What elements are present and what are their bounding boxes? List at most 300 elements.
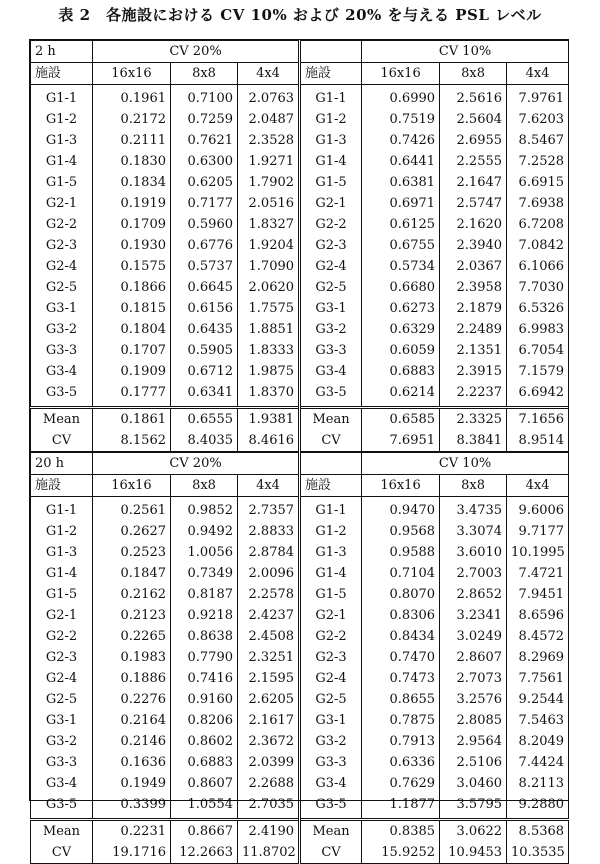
facility-name: G3-1 xyxy=(31,710,93,731)
value-cell: 2.3325 xyxy=(440,408,507,431)
value-cell: 0.6883 xyxy=(171,752,238,773)
value-cell: 0.1886 xyxy=(93,668,171,689)
value-cell: 0.8306 xyxy=(362,605,440,626)
block-header-row xyxy=(31,452,569,475)
facility-name: G3-1 xyxy=(300,710,362,731)
mean-label: Mean xyxy=(300,820,362,843)
value-cell: 0.1709 xyxy=(93,214,171,235)
value-cell: 0.8607 xyxy=(171,773,238,794)
value-cell: 0.6341 xyxy=(171,382,238,408)
value-cell: 3.0622 xyxy=(440,820,507,843)
column-header: 8x8 xyxy=(171,63,238,85)
value-cell: 2.8784 xyxy=(238,542,300,563)
facility-name: G2-2 xyxy=(300,626,362,647)
facility-name: G2-4 xyxy=(300,256,362,277)
value-cell: 0.2265 xyxy=(93,626,171,647)
facility-name: G1-3 xyxy=(31,130,93,151)
value-cell: 2.0763 xyxy=(238,85,300,110)
value-cell: 1.9204 xyxy=(238,235,300,256)
value-cell: 7.4721 xyxy=(507,563,569,584)
facility-name: G2-1 xyxy=(31,193,93,214)
value-cell: 0.6755 xyxy=(362,235,440,256)
cv-row xyxy=(31,842,569,864)
mean-label: Mean xyxy=(300,408,362,431)
table-row xyxy=(31,563,569,584)
mean-row xyxy=(31,408,569,431)
value-cell: 0.1919 xyxy=(93,193,171,214)
table-row xyxy=(31,668,569,689)
facility-name: G1-2 xyxy=(31,521,93,542)
facility-name: G3-3 xyxy=(300,752,362,773)
value-cell: 0.1804 xyxy=(93,319,171,340)
facility-name: G1-5 xyxy=(31,584,93,605)
facility-name: G2-4 xyxy=(300,668,362,689)
value-cell: 1.7575 xyxy=(238,298,300,319)
value-cell: 2.7357 xyxy=(238,497,300,522)
facility-name: G1-4 xyxy=(31,151,93,172)
value-cell: 6.9983 xyxy=(507,319,569,340)
value-cell: 8.5467 xyxy=(507,130,569,151)
value-cell: 2.3915 xyxy=(440,361,507,382)
value-cell: 6.7208 xyxy=(507,214,569,235)
table-row xyxy=(31,626,569,647)
table-row xyxy=(31,647,569,668)
value-cell: 2.0516 xyxy=(238,193,300,214)
value-cell: 0.7349 xyxy=(171,563,238,584)
spacer-cell xyxy=(300,452,362,475)
value-cell: 2.4237 xyxy=(238,605,300,626)
value-cell: 0.9470 xyxy=(362,497,440,522)
facility-name: G1-4 xyxy=(31,563,93,584)
value-cell: 9.6006 xyxy=(507,497,569,522)
value-cell: 0.1815 xyxy=(93,298,171,319)
table-row xyxy=(31,689,569,710)
facility-name: G2-5 xyxy=(31,689,93,710)
value-cell: 0.1961 xyxy=(93,85,171,110)
value-cell: 0.1777 xyxy=(93,382,171,408)
table-row xyxy=(31,85,569,110)
value-cell: 0.7259 xyxy=(171,109,238,130)
value-cell: 0.2231 xyxy=(93,820,171,843)
value-cell: 0.1983 xyxy=(93,647,171,668)
facility-name: G2-2 xyxy=(31,214,93,235)
table-row xyxy=(31,497,569,522)
table-row xyxy=(31,361,569,382)
value-cell: 8.4035 xyxy=(171,430,238,452)
value-cell: 0.2162 xyxy=(93,584,171,605)
value-cell: 2.1879 xyxy=(440,298,507,319)
value-cell: 8.6596 xyxy=(507,605,569,626)
value-cell: 0.6585 xyxy=(362,408,440,431)
facility-name: G3-4 xyxy=(31,773,93,794)
table-row xyxy=(31,584,569,605)
facility-name: G2-1 xyxy=(300,193,362,214)
block-header-row xyxy=(31,41,569,63)
value-cell: 0.8638 xyxy=(171,626,238,647)
value-cell: 1.8370 xyxy=(238,382,300,408)
value-cell: 0.6435 xyxy=(171,319,238,340)
value-cell: 0.6329 xyxy=(362,319,440,340)
facility-name: G3-2 xyxy=(300,319,362,340)
facility-name: G3-1 xyxy=(31,298,93,319)
facility-name: G2-5 xyxy=(31,277,93,298)
value-cell: 8.3841 xyxy=(440,430,507,452)
column-header: 16x16 xyxy=(93,475,171,497)
cv-label: CV xyxy=(31,430,93,452)
value-cell: 0.1636 xyxy=(93,752,171,773)
value-cell: 9.2544 xyxy=(507,689,569,710)
value-cell: 3.2341 xyxy=(440,605,507,626)
value-cell: 0.7473 xyxy=(362,668,440,689)
value-cell: 3.2576 xyxy=(440,689,507,710)
time-label: 2 h xyxy=(31,41,93,63)
facility-name: G1-5 xyxy=(31,172,93,193)
facility-name: G1-1 xyxy=(300,85,362,110)
value-cell: 0.7426 xyxy=(362,130,440,151)
facility-name: G1-3 xyxy=(31,542,93,563)
value-cell: 7.9761 xyxy=(507,85,569,110)
mean-label: Mean xyxy=(31,408,93,431)
value-cell: 2.2578 xyxy=(238,584,300,605)
column-header-row xyxy=(31,63,569,85)
column-header: 16x16 xyxy=(362,475,440,497)
facility-name: G1-1 xyxy=(31,85,93,110)
value-cell: 2.2489 xyxy=(440,319,507,340)
cv10-header: CV 10% xyxy=(362,41,569,63)
value-cell: 19.1716 xyxy=(93,842,171,864)
value-cell: 9.2880 xyxy=(507,794,569,820)
facility-name: G3-2 xyxy=(31,731,93,752)
value-cell: 0.2523 xyxy=(93,542,171,563)
cv-row xyxy=(31,430,569,452)
value-cell: 0.2164 xyxy=(93,710,171,731)
value-cell: 2.9564 xyxy=(440,731,507,752)
table-row xyxy=(31,521,569,542)
facility-name: G3-5 xyxy=(300,382,362,408)
value-cell: 0.6680 xyxy=(362,277,440,298)
facility-name: G1-1 xyxy=(31,497,93,522)
value-cell: 8.5368 xyxy=(507,820,569,843)
value-cell: 0.6776 xyxy=(171,235,238,256)
mean-label: Mean xyxy=(31,820,93,843)
table-row xyxy=(31,605,569,626)
value-cell: 2.2237 xyxy=(440,382,507,408)
value-cell: 8.4572 xyxy=(507,626,569,647)
value-cell: 0.5960 xyxy=(171,214,238,235)
facility-name: G3-3 xyxy=(300,340,362,361)
value-cell: 0.7621 xyxy=(171,130,238,151)
cv-label: CV xyxy=(300,842,362,864)
value-cell: 0.1830 xyxy=(93,151,171,172)
column-header: 4x4 xyxy=(507,63,569,85)
value-cell: 2.2688 xyxy=(238,773,300,794)
value-cell: 12.2663 xyxy=(171,842,238,864)
facility-header: 施設 xyxy=(300,63,362,85)
value-cell: 7.1656 xyxy=(507,408,569,431)
value-cell: 8.2969 xyxy=(507,647,569,668)
value-cell: 2.7035 xyxy=(238,794,300,820)
value-cell: 0.8667 xyxy=(171,820,238,843)
value-cell: 0.8206 xyxy=(171,710,238,731)
value-cell: 11.8702 xyxy=(238,842,300,864)
value-cell: 0.7790 xyxy=(171,647,238,668)
value-cell: 0.1847 xyxy=(93,563,171,584)
value-cell: 1.0056 xyxy=(171,542,238,563)
value-cell: 0.8187 xyxy=(171,584,238,605)
value-cell: 7.6951 xyxy=(362,430,440,452)
value-cell: 1.7090 xyxy=(238,256,300,277)
facility-header: 施設 xyxy=(300,475,362,497)
facility-name: G1-3 xyxy=(300,130,362,151)
value-cell: 2.6205 xyxy=(238,689,300,710)
table-row xyxy=(31,340,569,361)
facility-name: G3-5 xyxy=(300,794,362,820)
value-cell: 8.2049 xyxy=(507,731,569,752)
facility-header: 施設 xyxy=(31,475,93,497)
table-row xyxy=(31,752,569,773)
value-cell: 0.6156 xyxy=(171,298,238,319)
value-cell: 0.6273 xyxy=(362,298,440,319)
facility-name: G1-5 xyxy=(300,584,362,605)
value-cell: 2.8833 xyxy=(238,521,300,542)
table-row xyxy=(31,130,569,151)
value-cell: 1.8851 xyxy=(238,319,300,340)
value-cell: 0.7629 xyxy=(362,773,440,794)
value-cell: 2.1620 xyxy=(440,214,507,235)
value-cell: 0.6381 xyxy=(362,172,440,193)
column-header: 16x16 xyxy=(93,63,171,85)
value-cell: 0.6441 xyxy=(362,151,440,172)
value-cell: 10.3535 xyxy=(507,842,569,864)
facility-name: G2-3 xyxy=(31,235,93,256)
value-cell: 0.9568 xyxy=(362,521,440,542)
value-cell: 7.6938 xyxy=(507,193,569,214)
value-cell: 3.4735 xyxy=(440,497,507,522)
cv10-header: CV 10% xyxy=(362,452,569,475)
facility-name: G3-5 xyxy=(31,382,93,408)
table-row xyxy=(31,109,569,130)
mean-row xyxy=(31,820,569,843)
value-cell: 0.7875 xyxy=(362,710,440,731)
value-cell: 3.0460 xyxy=(440,773,507,794)
facility-name: G2-4 xyxy=(31,668,93,689)
value-cell: 3.6010 xyxy=(440,542,507,563)
table-row xyxy=(31,542,569,563)
facility-name: G1-2 xyxy=(300,521,362,542)
table-row xyxy=(31,151,569,172)
table-row xyxy=(31,298,569,319)
table-row xyxy=(31,794,569,820)
value-cell: 0.2123 xyxy=(93,605,171,626)
value-cell: 0.9492 xyxy=(171,521,238,542)
value-cell: 0.1834 xyxy=(93,172,171,193)
table-row xyxy=(31,710,569,731)
value-cell: 0.2111 xyxy=(93,130,171,151)
facility-name: G2-2 xyxy=(300,214,362,235)
facility-name: G2-1 xyxy=(31,605,93,626)
value-cell: 0.8655 xyxy=(362,689,440,710)
table-row xyxy=(31,773,569,794)
facility-name: G1-1 xyxy=(300,497,362,522)
facility-name: G3-3 xyxy=(31,752,93,773)
value-cell: 0.7519 xyxy=(362,109,440,130)
value-cell: 8.9514 xyxy=(507,430,569,452)
value-cell: 2.0096 xyxy=(238,563,300,584)
value-cell: 15.9252 xyxy=(362,842,440,864)
value-cell: 0.6712 xyxy=(171,361,238,382)
value-cell: 0.3399 xyxy=(93,794,171,820)
value-cell: 2.4190 xyxy=(238,820,300,843)
table-row xyxy=(31,319,569,340)
value-cell: 7.7561 xyxy=(507,668,569,689)
value-cell: 2.8607 xyxy=(440,647,507,668)
value-cell: 2.2555 xyxy=(440,151,507,172)
value-cell: 0.1930 xyxy=(93,235,171,256)
value-cell: 0.7177 xyxy=(171,193,238,214)
value-cell: 0.8602 xyxy=(171,731,238,752)
value-cell: 2.5106 xyxy=(440,752,507,773)
facility-name: G1-2 xyxy=(31,109,93,130)
column-header: 8x8 xyxy=(440,63,507,85)
value-cell: 2.3672 xyxy=(238,731,300,752)
value-cell: 2.3940 xyxy=(440,235,507,256)
value-cell: 2.3528 xyxy=(238,130,300,151)
facility-name: G3-2 xyxy=(31,319,93,340)
value-cell: 0.1949 xyxy=(93,773,171,794)
cv-label: CV xyxy=(300,430,362,452)
value-cell: 7.2528 xyxy=(507,151,569,172)
value-cell: 0.1707 xyxy=(93,340,171,361)
value-cell: 2.3251 xyxy=(238,647,300,668)
column-header: 8x8 xyxy=(440,475,507,497)
facility-name: G3-4 xyxy=(300,361,362,382)
value-cell: 2.1617 xyxy=(238,710,300,731)
value-cell: 0.6214 xyxy=(362,382,440,408)
value-cell: 2.0487 xyxy=(238,109,300,130)
value-cell: 6.5326 xyxy=(507,298,569,319)
value-cell: 2.5747 xyxy=(440,193,507,214)
value-cell: 0.6205 xyxy=(171,172,238,193)
cv20-header: CV 20% xyxy=(93,41,300,63)
value-cell: 2.8085 xyxy=(440,710,507,731)
value-cell: 7.7030 xyxy=(507,277,569,298)
facility-name: G1-4 xyxy=(300,563,362,584)
value-cell: 0.1861 xyxy=(93,408,171,431)
value-cell: 9.7177 xyxy=(507,521,569,542)
value-cell: 6.6942 xyxy=(507,382,569,408)
value-cell: 8.4616 xyxy=(238,430,300,452)
value-cell: 2.3958 xyxy=(440,277,507,298)
value-cell: 2.7073 xyxy=(440,668,507,689)
cv-label: CV xyxy=(31,842,93,864)
value-cell: 3.0249 xyxy=(440,626,507,647)
psl-table xyxy=(30,40,569,864)
table-row xyxy=(31,256,569,277)
value-cell: 0.5734 xyxy=(362,256,440,277)
value-cell: 0.7913 xyxy=(362,731,440,752)
value-cell: 1.9381 xyxy=(238,408,300,431)
value-cell: 0.2146 xyxy=(93,731,171,752)
value-cell: 7.6203 xyxy=(507,109,569,130)
facility-name: G3-4 xyxy=(300,773,362,794)
value-cell: 2.8652 xyxy=(440,584,507,605)
facility-name: G2-3 xyxy=(300,235,362,256)
table-row xyxy=(31,214,569,235)
value-cell: 7.9451 xyxy=(507,584,569,605)
facility-name: G2-1 xyxy=(300,605,362,626)
value-cell: 0.9588 xyxy=(362,542,440,563)
facility-name: G3-4 xyxy=(31,361,93,382)
value-cell: 0.2172 xyxy=(93,109,171,130)
value-cell: 2.6955 xyxy=(440,130,507,151)
value-cell: 1.0554 xyxy=(171,794,238,820)
cv20-header: CV 20% xyxy=(93,452,300,475)
facility-name: G2-5 xyxy=(300,277,362,298)
value-cell: 2.5604 xyxy=(440,109,507,130)
facility-name: G3-1 xyxy=(300,298,362,319)
value-cell: 1.9875 xyxy=(238,361,300,382)
facility-name: G3-2 xyxy=(300,731,362,752)
value-cell: 0.7470 xyxy=(362,647,440,668)
value-cell: 0.8434 xyxy=(362,626,440,647)
value-cell: 2.0399 xyxy=(238,752,300,773)
value-cell: 0.6336 xyxy=(362,752,440,773)
value-cell: 1.8327 xyxy=(238,214,300,235)
facility-name: G2-3 xyxy=(300,647,362,668)
value-cell: 0.9218 xyxy=(171,605,238,626)
value-cell: 0.6555 xyxy=(171,408,238,431)
value-cell: 0.6883 xyxy=(362,361,440,382)
value-cell: 7.1579 xyxy=(507,361,569,382)
value-cell: 0.1866 xyxy=(93,277,171,298)
value-cell: 0.6645 xyxy=(171,277,238,298)
value-cell: 0.6125 xyxy=(362,214,440,235)
value-cell: 6.6915 xyxy=(507,172,569,193)
value-cell: 2.5616 xyxy=(440,85,507,110)
table-body xyxy=(31,41,569,864)
value-cell: 0.2276 xyxy=(93,689,171,710)
facility-name: G1-2 xyxy=(300,109,362,130)
value-cell: 0.8385 xyxy=(362,820,440,843)
column-header: 4x4 xyxy=(507,475,569,497)
value-cell: 0.6059 xyxy=(362,340,440,361)
value-cell: 0.9160 xyxy=(171,689,238,710)
value-cell: 0.2627 xyxy=(93,521,171,542)
value-cell: 2.0367 xyxy=(440,256,507,277)
table-row xyxy=(31,277,569,298)
time-label: 20 h xyxy=(31,452,93,475)
value-cell: 7.4424 xyxy=(507,752,569,773)
column-header: 16x16 xyxy=(362,63,440,85)
value-cell: 8.2113 xyxy=(507,773,569,794)
table-row xyxy=(31,731,569,752)
column-header: 4x4 xyxy=(238,475,300,497)
value-cell: 0.6300 xyxy=(171,151,238,172)
value-cell: 0.5905 xyxy=(171,340,238,361)
value-cell: 0.7100 xyxy=(171,85,238,110)
value-cell: 1.9271 xyxy=(238,151,300,172)
value-cell: 0.1575 xyxy=(93,256,171,277)
value-cell: 1.1877 xyxy=(362,794,440,820)
value-cell: 6.7054 xyxy=(507,340,569,361)
value-cell: 2.7003 xyxy=(440,563,507,584)
value-cell: 0.9852 xyxy=(171,497,238,522)
value-cell: 0.5737 xyxy=(171,256,238,277)
value-cell: 2.1647 xyxy=(440,172,507,193)
facility-name: G1-4 xyxy=(300,151,362,172)
value-cell: 0.6990 xyxy=(362,85,440,110)
value-cell: 8.1562 xyxy=(93,430,171,452)
